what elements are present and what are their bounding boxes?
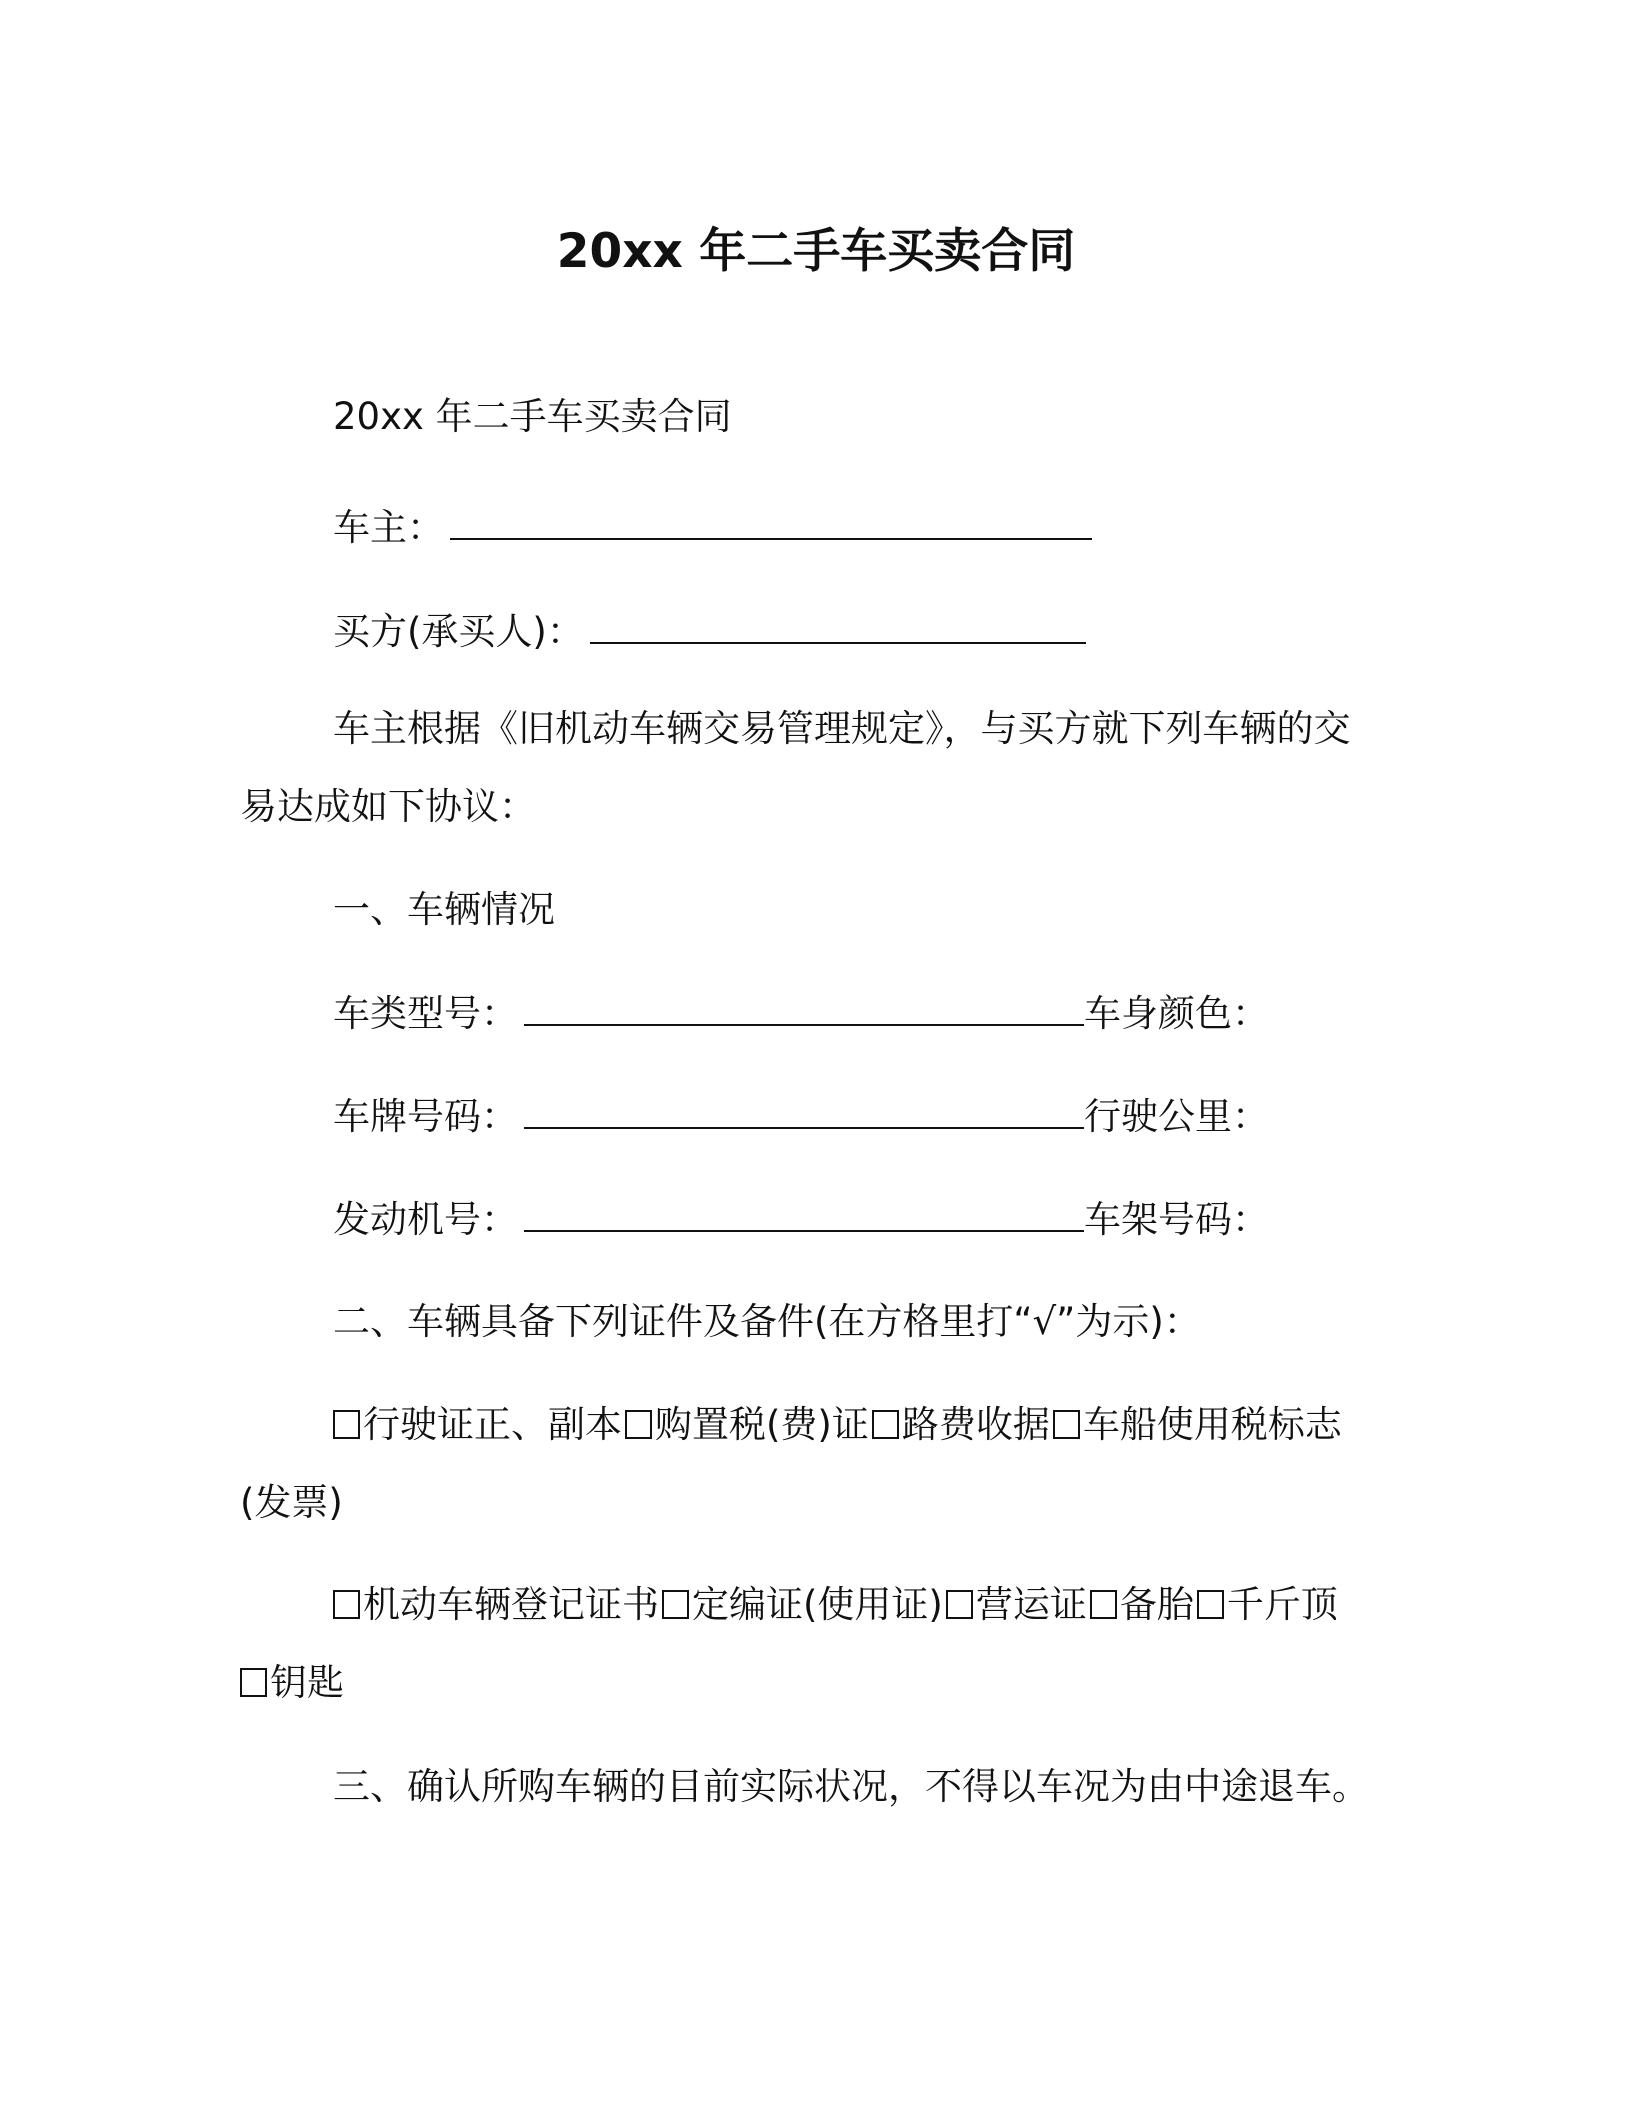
checklist-item: 行驶证正、副本 — [363, 1403, 622, 1446]
checkbox[interactable] — [333, 1590, 360, 1619]
vehicle-row — [333, 988, 1269, 1039]
checkbox[interactable] — [1090, 1590, 1117, 1619]
checkbox[interactable] — [1197, 1590, 1224, 1619]
owner-blank — [450, 502, 1092, 540]
vehicle-field-blank — [524, 1194, 1084, 1232]
owner-label: 车主： — [333, 506, 444, 549]
checkbox[interactable] — [662, 1590, 689, 1619]
checklist-line-3 — [240, 1658, 344, 1708]
section2-heading: 二、车辆具备下列证件及备件(在方格里打“√”为示)： — [333, 1300, 1201, 1343]
intro-line-2: 易达成如下协议： — [240, 785, 536, 828]
checkbox[interactable] — [240, 1668, 267, 1697]
checklist-item: 备胎 — [1119, 1583, 1194, 1626]
checklist-continuation: (发票) — [240, 1481, 343, 1524]
checkbox[interactable] — [872, 1410, 899, 1439]
document-title: 20xx 年二手车买卖合同 — [556, 224, 1076, 279]
vehicle-field-label: 车类型号： — [333, 992, 518, 1035]
owner-line — [333, 502, 1092, 553]
checklist-line-1 — [333, 1400, 1342, 1450]
checklist-item: 车船使用税标志 — [1082, 1403, 1342, 1446]
checklist-item: 营运证 — [975, 1583, 1087, 1626]
section1-heading: 一、车辆情况 — [333, 888, 555, 931]
buyer-line — [333, 606, 1086, 657]
intro-line-1: 车主根据《旧机动车辆交易管理规定》，与买方就下列车辆的交 — [333, 707, 1351, 750]
buyer-label: 买方(承买人)： — [333, 610, 584, 653]
vehicle-field-blank — [524, 988, 1084, 1026]
checklist-item: 路费收据 — [901, 1403, 1050, 1446]
vehicle-field-label: 车身颜色： — [1084, 992, 1269, 1035]
checklist-item: 购置税(费)证 — [655, 1403, 869, 1446]
vehicle-row — [333, 1194, 1269, 1245]
checklist-item: 定编证(使用证) — [692, 1583, 943, 1626]
checkbox[interactable] — [333, 1410, 360, 1439]
vehicle-row — [333, 1091, 1269, 1142]
vehicle-field-blank — [524, 1091, 1084, 1129]
checkbox[interactable] — [946, 1590, 973, 1619]
section3-heading: 三、确认所购车辆的目前实际状况，不得以车况为由中途退车。 — [333, 1765, 1369, 1808]
vehicle-field-label: 车牌号码： — [333, 1095, 518, 1138]
checklist-line-2 — [333, 1580, 1338, 1630]
vehicle-field-label: 发动机号： — [333, 1198, 518, 1241]
document-subtitle: 20xx 年二手车买卖合同 — [333, 395, 732, 438]
checklist-item: 千斤顶 — [1226, 1583, 1338, 1626]
checklist-item: 钥匙 — [270, 1661, 344, 1704]
checkbox[interactable] — [1053, 1410, 1080, 1439]
vehicle-field-label: 车架号码： — [1084, 1198, 1269, 1241]
vehicle-field-label: 行驶公里： — [1084, 1095, 1269, 1138]
checklist-item: 机动车辆登记证书 — [363, 1583, 659, 1626]
buyer-blank — [590, 606, 1086, 644]
checkbox[interactable] — [625, 1410, 652, 1439]
